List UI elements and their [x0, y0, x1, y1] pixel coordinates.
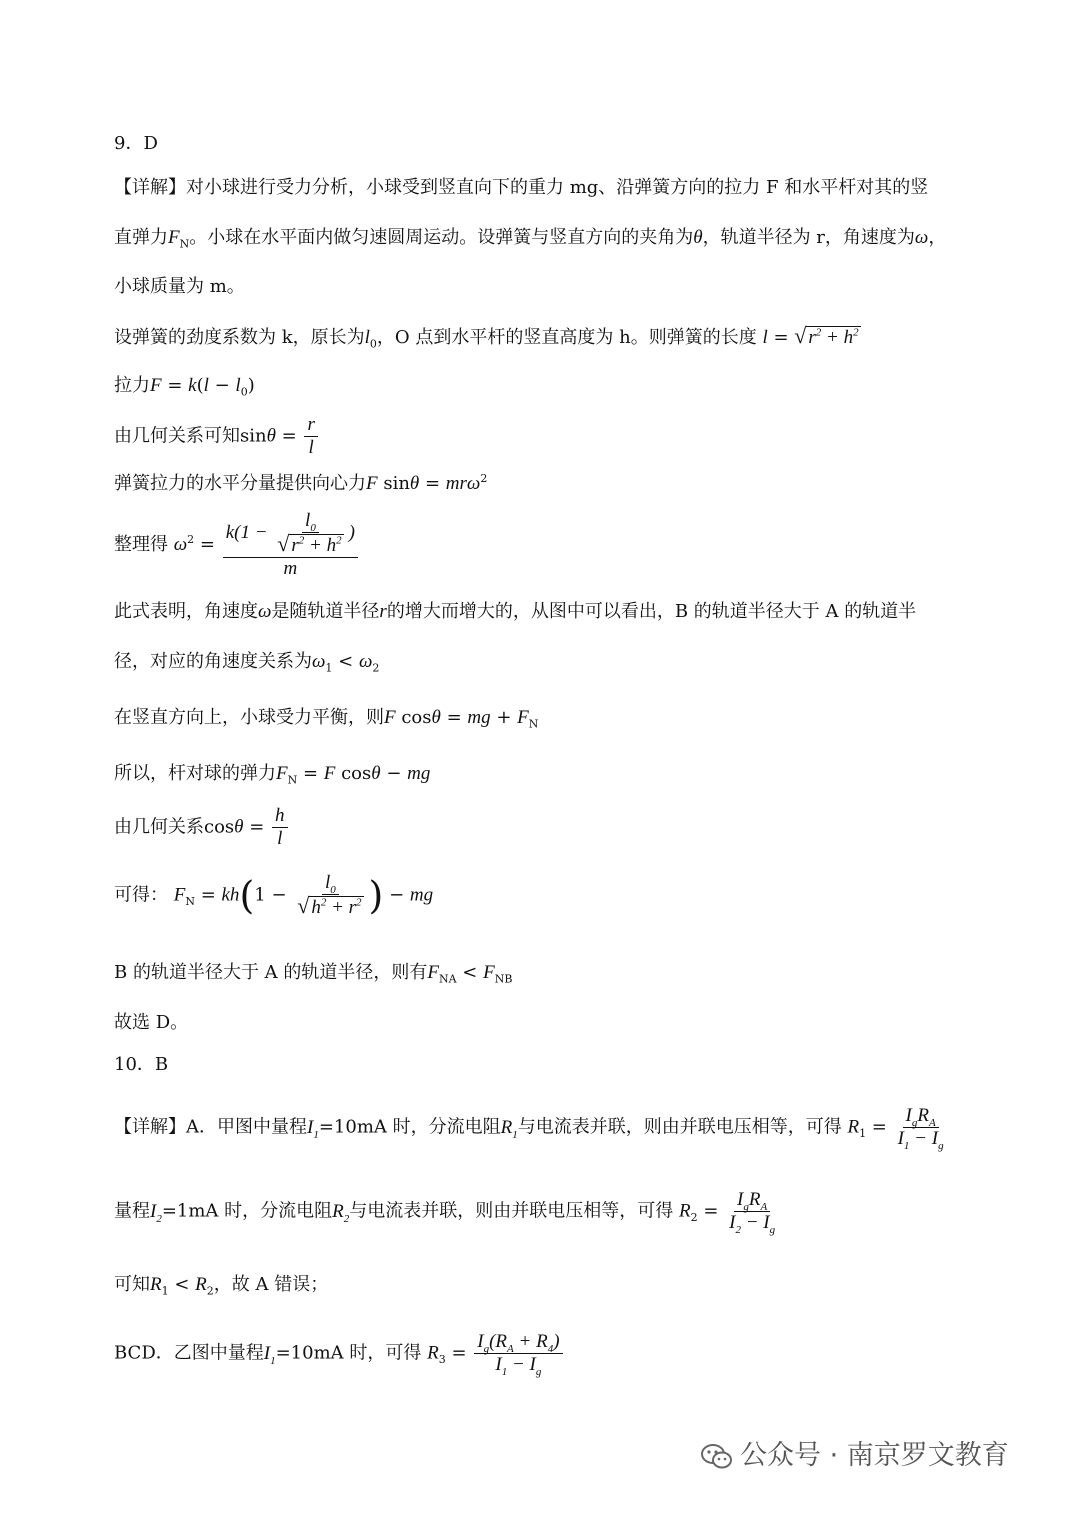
- q9-line-6: 由几何关系可知sinθ = $\frac{r}{l}$: [114, 414, 320, 459]
- q10-line-2: 量程$I_2=1mA$ 时，分流电阻$R_2$与电流表并联，则由并联电压相等，可得 $R_2$ = $\frac{I_gR_A}{I_2 - I_g}$: [114, 1189, 776, 1236]
- q9-line-8: 整理得 $\omega^2$ = k(1 − $\frac{l_0}{√ r^2 + h^2}$ ) m: [114, 510, 360, 580]
- q10-number: 10．B: [114, 1054, 169, 1075]
- q9-line-16: 故选 D。: [114, 1012, 189, 1033]
- q9-line-15: B 的轨道半径大于 A 的轨道半径，则有$F_{NA} < F_{NB}$: [114, 962, 513, 986]
- q10-line-1: 【详解】A．甲图中量程$I_1=10mA$ 时，分流电阻$R_1$与电流表并联，则由并联电压相等，可得 $R_1$ = $\frac{I_gR_A}{I_1 - I_g}$: [114, 1105, 944, 1152]
- q9-line-14: 可得： $F_N = kh(1$ − $\frac{l_0}{√ h^2 + r^2}$ ) − mg: [114, 872, 434, 918]
- q9-line-12: 所以，杆对球的弹力$F_N = F$ cosθ − mg: [114, 763, 431, 787]
- detail-tag: 【详解】: [114, 177, 186, 198]
- q10-line-4: BCD．乙图中量程$I_1=10mA$ 时，可得 $R_3$ = $\frac{I_g(R_A + R_4)}{I_1 - I_g}$: [114, 1331, 565, 1376]
- q9-line-13: 由几何关系cosθ = $\frac{h}{l}$: [114, 805, 290, 850]
- watermark: 公众号 · 南京罗文教育: [700, 1433, 1009, 1472]
- q9-line-11: 在竖直方向上，小球受力平衡，则F cosθ = mg + $F_N$: [114, 707, 539, 731]
- q9-line-1: 【详解】对小球进行受力分析，小球受到竖直向下的重力 mg、沿弹簧方向的拉力 F 和水平杆对其的竖: [114, 177, 929, 198]
- q9-line-4: 设弹簧的劲度系数为 k，原长为$l_0$，O 点到水平杆的竖直高度为 h。则弹簧的长度 l = √ $r^2 + h^2$: [114, 323, 859, 351]
- wechat-icon: [700, 1443, 734, 1471]
- q9-number: 9．D: [114, 133, 158, 154]
- q9-line-7: 弹簧拉力的水平分量提供向心力F sinθ = mrω$^2$: [114, 472, 488, 494]
- q9-line-5: 拉力$F = k(l - l_0)$: [114, 375, 255, 399]
- q9-line-10: 径，对应的角速度关系为$\omega_1 < \omega_2$: [114, 651, 380, 675]
- q9-line-3: 小球质量为 m。: [114, 276, 245, 297]
- q9-line-9: 此式表明，角速度ω是随轨道半径r的增大而增大的，从图中可以看出，B 的轨道半径大于 A 的轨道半: [114, 601, 917, 622]
- q10-line-3: 可知$R_1 < R_2$，故 A 错误；: [114, 1274, 329, 1298]
- q9-line-2: 直弹力$F_N$。小球在水平面内做匀速圆周运动。设弹簧与竖直方向的夹角为θ，轨道半径为 r，角速度为ω，: [114, 227, 947, 251]
